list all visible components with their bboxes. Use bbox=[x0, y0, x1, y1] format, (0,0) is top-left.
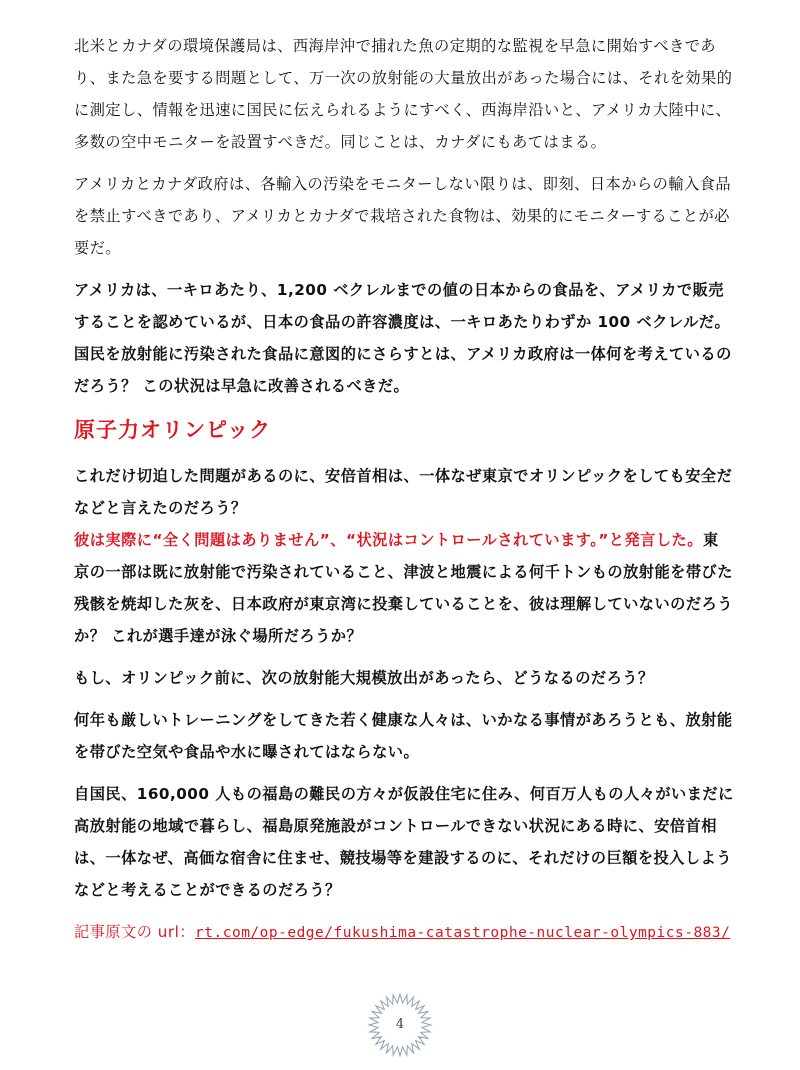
source-link[interactable]: rt.com/op-edge/fukushima-catastrophe-nuclear-olympics-883/ bbox=[195, 925, 731, 941]
paragraph-monitoring: 北米とカナダの環境保護局は、西海岸沖で捕れた魚の定期的な監視を早急に開始すべきであり、また急を要する問題として、万一次の放射能の大量放出があった場合には、それを効果的に測定し、情報を迅速に国民に伝えられるようにすべく、西海岸沿いと、アメリカ大陸中に、多数の空中モニターを設置すべきだ。同じことは、カナダにもあてはまる。 bbox=[74, 37, 733, 151]
document-body bbox=[74, 30, 734, 959]
paragraph-athletes: 何年も厳しいトレーニングをしてきた若く健康な人々は、いかなる事情があろうとも、放射能を帯びた空気や食品や水に曝されてはならない。 bbox=[74, 711, 733, 761]
abe-quote: 彼は実際に“全く問題はありません”、“状況はコントロールされています。”と発言した。 bbox=[74, 531, 703, 549]
page-number-badge bbox=[367, 992, 433, 1058]
section-heading: 原子力オリンピック bbox=[74, 418, 272, 442]
paragraph-tokyo-contamination: 東京の一部は既に放射能で汚染されていること、津波と地震による何千トンもの放射能を帯びた残骸を焼却した灰を、日本政府が東京湾に投棄していることを、彼は理解していないのだろうか？ これが選手達が泳ぐ場所だろうか？ bbox=[74, 531, 733, 645]
paragraph-becquerel-limits: アメリカは、一キロあたり、1,200 ベクレルまでの値の日本からの食品を、アメリカで販売することを認めているが、日本の食品の許容濃度は、一キロあたりわずか 100 ベクレルだ。国民を放射能に汚染された食品に意図的にさらすとは、アメリカ政府は一体何を考えているのだろう？ この状況は早急に改善されるべきだ。 bbox=[74, 281, 732, 395]
paragraph-refugees: 自国民、160,000 人もの福島の難民の方々が仮設住宅に住み、何百万人もの人々がいまだに高放射能の地域で暮らし、福島原発施設がコントロールできない状況にある時に、安倍首相は、一体なぜ、高価な宿舎に住ませ、競技場等を建設するのに、それだけの巨額を投入しようなどと考えることができるのだろう？ bbox=[74, 785, 734, 899]
page-number: 4 bbox=[395, 1017, 405, 1032]
paragraph-next-release: もし、オリンピック前に、次の放射能大規模放出があったら、どうなるのだろう？ bbox=[74, 669, 654, 687]
source-line bbox=[74, 916, 734, 949]
paragraph-import-ban: アメリカとカナダ政府は、各輸入の汚染をモニターしない限りは、即刻、日本からの輸入食品を禁止すべきであり、アメリカとカナダで栽培された食物は、効果的にモニターすることが必要だ。 bbox=[74, 175, 732, 257]
source-label: 記事原文の url： bbox=[74, 923, 196, 941]
paragraph-abe-question: これだけ切迫した問題があるのに、安倍首相は、一体なぜ東京でオリンピックをしても安全だなどと言えたのだろう？ bbox=[74, 467, 733, 517]
paragraph-olympics-block bbox=[74, 460, 734, 652]
